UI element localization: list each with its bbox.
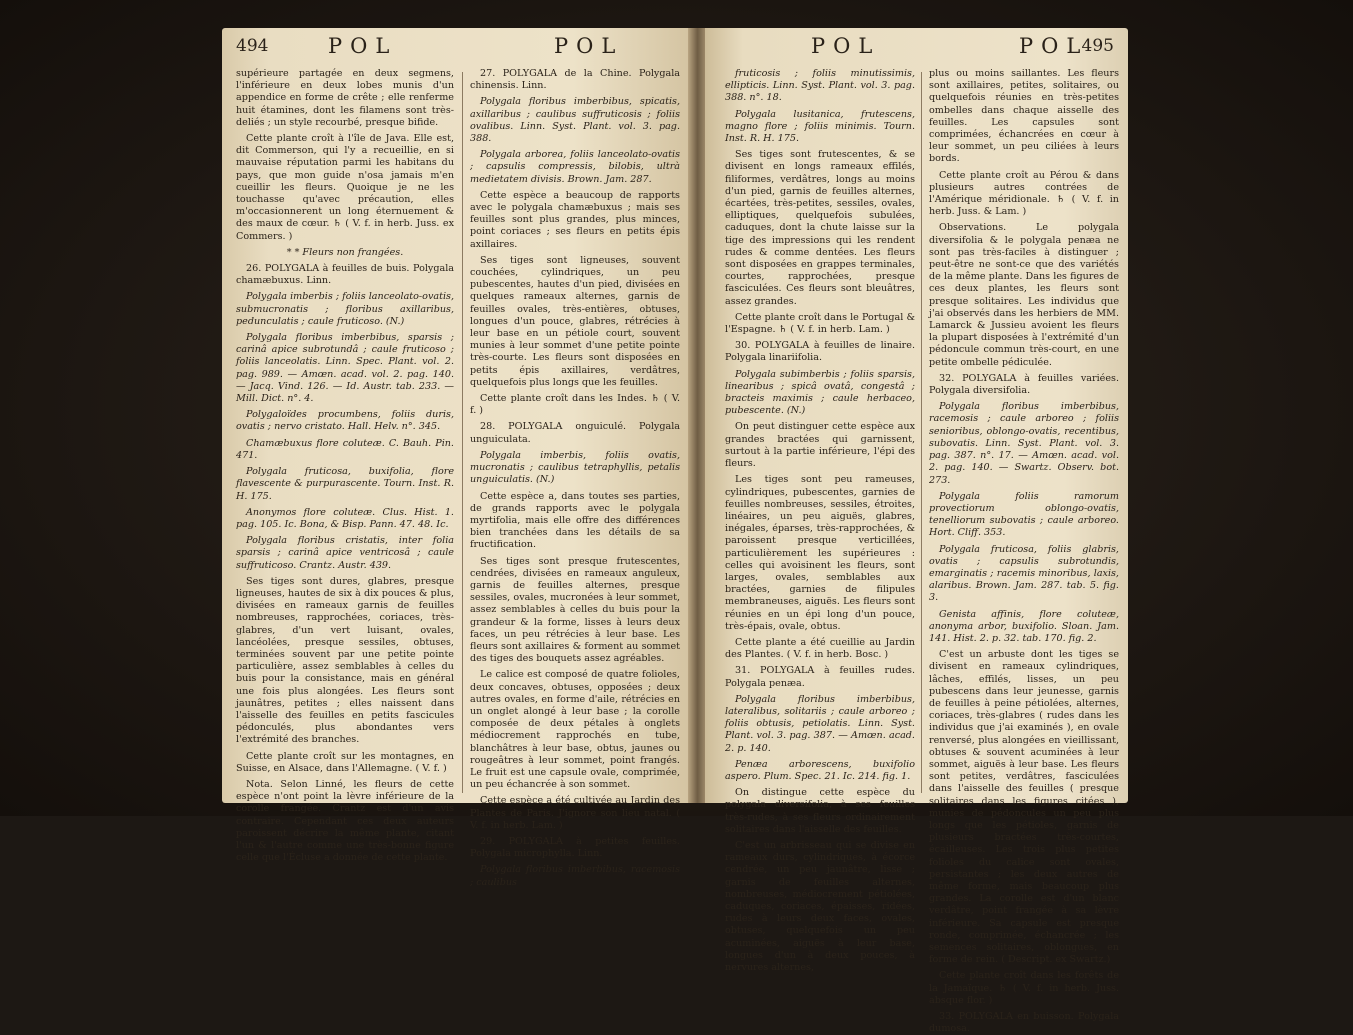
right-page-number: 495 [1081, 36, 1114, 56]
right-head-word-2: POL [1019, 34, 1089, 58]
paragraph: Ses tiges sont ligneuses, souvent couchées, cylindriques, un peu pubescentes, hautes d'un pied, divisées en quelques rameaux alternes, garnis de feuilles ovales, très-entières, obtuses, longues d'un pouce, glabres, rétrécies à leur base en un pétiole court, souvent munies à leur sommet d'une petite pointe très-courte. Les fleurs sont disposées en petits épis axillaires, verdâtres, quelquefois plus longs que les feuilles. [470, 254, 680, 388]
paragraph: Cette plante croît dans les Indes. ♄ ( V. f. ) [470, 393, 680, 417]
paragraph: Polygala fruticosa, buxifolia, flore flavescente & purpurascente. Tourn. Inst. R. H. 175. [236, 466, 454, 502]
paragraph: Polygala subimberbis ; foliis sparsis, linearibus ; spicâ ovatâ, congestâ ; bracteis maximis ; caule herbaceo, pubescente. (N.) [725, 368, 915, 417]
paragraph: Anonymos flore coluteæ. Clus. Hist. 1. pag. 105. Ic. Bona, & Bisp. Pann. 47. 48. Ic. [236, 506, 454, 530]
paragraph: Polygala floribus imberbibus, lateralibus, solitariis ; caule arboreo ; foliis obtusis, petiolatis. Linn. Syst. Plant. vol. 3. pag. 387. — Amœn. acad. 2. p. 140. [725, 693, 915, 754]
paragraph: Polygala floribus cristatis, inter folia sparsis ; carinâ apice ventricosâ ; caule suffruticoso. Crantz. Austr. 439. [236, 535, 454, 571]
left-running-head [236, 34, 676, 64]
paragraph: Le calice est composé de quatre folioles, deux concaves, obtuses, opposées ; deux autres ovales, en forme d'aile, rétrécies en un onglet alongé à leur base ; la corolle composée de deux pétales à onglets médiocrement rapprochés en tube, blanchâtres à leur base, obtus, jaunes ou rougeâtres à leur sommet, point frangés. Le fruit est une capsule ovale, comprimée, un peu échancrée à son sommet. [470, 669, 680, 791]
paragraph: On peut distinguer cette espèce aux grandes bractées qui garnissent, surtout à la partie inférieure, l'épi des fleurs. [725, 421, 915, 470]
paragraph: Polygala lusitanica, frutescens, magno flore ; foliis minimis. Tourn. Inst. R. H. 175. [725, 108, 915, 145]
paragraph: Cette plante croît au Pérou & dans plusieurs autres contrées de l'Amérique méridionale. ♄ ( V. f. in herb. Juss. & Lam. ) [929, 169, 1119, 218]
right-page-column-rule [921, 72, 922, 793]
paragraph: Ses tiges sont dures, glabres, presque ligneuses, hautes de six à dix pouces & plus, divisées en rameaux garnis de feuilles nombreuses, rapprochées, coriaces, très-glabres, d'un vert luisant, ovales, lancéolées, presque sessiles, obtuses, terminées souvent par une petite pointe particulière, assez semblables à celles du buis pour la consistance, mais en général une fois plus alongées. Les fleurs sont jaunâtres, petites ; elles naissent dans l'aisselle des feuilles en petits fascicules pédonculés, plus abondantes vers l'extrémité des branches. [236, 575, 454, 746]
paragraph: 33. POLYGALA en buisson. Polygala dumosa. [929, 1011, 1119, 1035]
paragraph: 32. POLYGALA à feuilles variées. Polygala diversifolia. [929, 372, 1119, 397]
paragraph: Genista affinis, flore coluteæ, anonyma arbor, buxifolio. Sloan. Jam. 141. Hist. 2. p. 32. tab. 170. fig. 2. [929, 608, 1119, 644]
left-head-word-1: POL [328, 34, 398, 58]
paragraph: Polygala floribus imberbibus, racemosis ; caulibus [470, 864, 680, 888]
paragraph: supérieure partagée en deux segmens, l'inférieure en deux lobes munis d'un appendice en forme de crête ; elle renferme huit étamines, dont les filamens sont très-deliés ; un style recourbé, presque bifide. [236, 68, 454, 128]
paragraph: Nota. Selon Linné, les fleurs de cette espèce n'ont point la lèvre inférieure de la corolle frangée. Crantz est d'un avis contraire. Cependant ces deux auteurs paroissent décrire la même plante, citant l'un & l'autre comme une très-bonne figure celle que l'Écluse a donnée de cette plante. [236, 778, 454, 864]
paragraph: Polygala arborea, foliis lanceolato-ovatis ; capsulis compressis, bilobis, ultrà medietatem divisis. Brown. Jam. 287. [470, 149, 680, 185]
paragraph: 29. POLYGALA à petites feuilles. Polygala microphylla. Linn. [470, 835, 680, 860]
left-page-column-2 [470, 68, 680, 888]
paragraph: Polygala floribus imberbibus, spicatis, axillaribus ; caulibus suffruticosis ; foliis ovalibus. Linn. Syst. Plant. vol. 3. pag. 388. [470, 96, 680, 145]
paragraph: Polygala foliis ramorum provectiorum oblongo-ovatis, tenelliorum subovatis ; caule arboreo. Hort. Cliff. 353. [929, 490, 1119, 539]
left-page-number: 494 [236, 36, 269, 56]
right-page-column-2 [929, 68, 1119, 1035]
left-head-word-2: POL [554, 34, 624, 58]
right-running-head [719, 34, 1114, 64]
paragraph: plus ou moins saillantes. Les fleurs sont axillaires, petites, solitaires, ou quelquefois réunies en très-petites ombelles dans chaque aisselle des feuilles. Les capsules sont comprimées, échancrées en cœur à leur sommet, un peu ciliées à leurs bords. [929, 68, 1119, 165]
paragraph: Penæa arborescens, buxifolio aspero. Plum. Spec. 21. Ic. 214. fig. 1. [725, 758, 915, 782]
paragraph: Cette plante croît à l'île de Java. Elle est, dit Commerson, qui l'y a recueillie, en si mauvaise réputation parmi les habitans du pays, que mon guide n'osa jamais m'en cueillir les fleurs. Quoique je ne les touchasse qu'avec précaution, elles m'occasionnerent un long éternuement & des maux de cœur. ♄ ( V. f. in herb. Juss. ex Commers. ) [236, 133, 454, 242]
paragraph: Ses tiges sont presque frutescentes, cendrées, divisées en rameaux anguleux, garnis de feuilles alternes, presque sessiles, ovales, mucronées à leur sommet, assez semblables à celles du buis pour la grandeur & la forme, lisses à leurs deux faces, un peu rétrécies à leur base. Les fleurs sont axillaires & forment au sommet des tiges des bouquets assez agréables. [470, 555, 680, 665]
paragraph: Observations. Le polygala diversifolia & le polygala penæa ne sont pas très-faciles à distinguer ; peut-être ne sont-ce que des variétés de la même plante. Dans les figures de ces deux plantes, les fleurs sont presque solitaires. Les individus que j'ai observés dans les herbiers de MM. Lamarck & Jussieu avoient les fleurs la plupart disposées à l'extrémité d'un pédoncule commun très-court, en une petite ombelle pédiculée. [929, 222, 1119, 368]
paragraph: Cette espèce a beaucoup de rapports avec le polygala chamæbuxus ; mais ses feuilles sont plus grandes, plus minces, point coriaces ; ses fleurs en petits épis axillaires. [470, 189, 680, 250]
paragraph: Les tiges sont peu rameuses, cylindriques, pubescentes, garnies de feuilles nombreuses, sessiles, étroites, linéaires, un peu aiguës, glabres, inégales, éparses, très-rapprochées, & paroissent presque verticillées, particulièrement les supérieures : celles qui avoisinent les fleurs, sont larges, ovales, semblables aux bractées, garnies de filipules membraneuses, aiguës. Les fleurs sont réunies en un épi long d'un pouce, très-épais, ovale, obtus. [725, 474, 915, 632]
paragraph: Cette plante croît dans le Portugal & l'Espagne. ♄ ( V. f. in herb. Lam. ) [725, 311, 915, 336]
paragraph: Cette plante croît sur les montagnes, en Suisse, en Alsace, dans l'Allemagne. ( V. f. ) [236, 750, 454, 774]
paragraph: Polygala imberbis ; foliis lanceolato-ovatis, submucronatis ; floribus axillaribus, pedunculatis ; caule fruticoso. (N.) [236, 291, 454, 327]
paragraph: Ses tiges sont frutescentes, & se divisent en longs rameaux effilés, filiformes, verdâtres, longs au moins d'un pied, garnis de feuilles alternes, écartées, très-petites, sessiles, ovales, elliptiques, quelquefois subulées, caduques, dont la chute laisse sur la tige des impressions qui les rendent rudes & comme dentées. Les fleurs sont disposées en grappes terminales, courtes, rapprochées, presque fasciculées. Ces fleurs sont bleuâtres, assez grandes. [725, 149, 915, 307]
paragraph: Polygala floribus imberbibus, sparsis ; carinâ apice subrotundâ ; caule fruticoso ; foliis lanceolatis. Linn. Spec. Plant. vol. 2. pag. 989. — Amœn. acad. vol. 2. pag. 140. — Jacq. Vind. 126. — Id. Austr. tab. 233. — Mill. Dict. n°. 4. [236, 332, 454, 405]
paragraph: C'est un arbrisseau qui se divise en rameaux durs, cylindriques, à écorce cendrée, un peu jaunâtre, lisse ; garnis de feuilles alternes, nombreuses, médiocrement pétiolées, caduques, coriaces, épaisses, ridées, rudes à leurs deux faces, ovales, obtuses, quelquefois un peu acuminées, aiguës à leur base, longues d'un à deux pouces, à nervures alternes, [725, 839, 915, 974]
paragraph: 30. POLYGALA à feuilles de linaire. Polygala linariifolia. [725, 340, 915, 364]
paragraph: Chamæbuxus flore coluteæ. C. Bauh. Pin. 471. [236, 437, 454, 461]
paragraph: 26. POLYGALA à feuilles de buis. Polygala chamæbuxus. Linn. [236, 263, 454, 287]
left-page-column-1 [236, 68, 454, 864]
paragraph: Cette espèce a, dans toutes ses parties, de grands rapports avec le polygala myrtifolia, mais elle offre des différences bien tranchées dans les détails de sa fructification. [470, 490, 680, 551]
right-head-word-1: POL [811, 34, 881, 58]
paragraph: 28. POLYGALA onguiculé. Polygala unguiculata. [470, 421, 680, 445]
paragraph: Cette espèce a été cultivée au Jardin des Plantes de Paris. J'ignore son lieu natal. ( V. f. in herb. Lam. ) [470, 795, 680, 831]
paragraph: Cette plante croît dans les forêts de la Jamaïque. ♄ ( V. f. in herb. Juss. absque flor. ) [929, 970, 1119, 1006]
paragraph: fruticosis ; foliis minutissimis, ellipticis. Linn. Syst. Plant. vol. 3. pag. 388. n°. 18. [725, 68, 915, 104]
paragraph: Polygaloïdes procumbens, foliis duris, ovatis ; nervo cristato. Hall. Helv. n°. 345. [236, 409, 454, 433]
paragraph: 31. POLYGALA à feuilles rudes. Polygala penæa. [725, 665, 915, 689]
left-page [222, 28, 690, 888]
paragraph: 27. POLYGALA de la Chine. Polygala chinensis. Linn. [470, 68, 680, 92]
left-page-column-rule [462, 72, 463, 793]
paragraph: Polygala imberbis, foliis ovatis, mucronatis ; caulibus tetraphyllis, petalis unguiculatis. (N.) [470, 449, 680, 486]
paragraph: C'est un arbuste dont les tiges se divisent en rameaux cylindriques, lâches, effilés, lisses, un peu pubescens dans leur jeunesse, garnis de feuilles à peine pétiolées, alternes, coriaces, très-glabres ( rudes dans les individus que j'ai examinés ), en ovale renversé, plus alongées en vieillissant, obtuses & souvent acuminées à leur sommet, aiguës à leur base. Les fleurs sont petites, verdâtres, fasciculées dans l'aisselle des feuilles ( presque solitaires dans les figures citées ), munies de pédoncules un peu plus longs que les pétioles, garnis de plusieurs bractées très-courtes, écailleuses. Les trois plus petites folioles du calice sont ovales, persistantes ; les deux autres de même forme, mais beaucoup plus grandes. La corolle est d'un blanc verdâtre, point frangée à sa lèvre inférieure. Sa capsule est presque ronde, comprimée, échancrée ; les semences solitaires, oblongues, en forme de rein. ( Descript. ex Swartz.) [929, 649, 1119, 966]
paragraph: * * Fleurs non frangées. [286, 246, 404, 258]
paragraph: Cette plante a été cueillie au Jardin des Plantes. ( V. f. in herb. Bosc. ) [725, 636, 915, 661]
right-page-column-1 [725, 68, 915, 974]
paragraph: Polygala fruticosa, foliis glabris, ovatis ; capsulis subrotundis, emarginatis ; racemis minoribus, laxis, alaribus. Brown. Jam. 287. tab. 5. fig. 3. [929, 543, 1119, 604]
right-page [705, 28, 1128, 1035]
paragraph: Polygala floribus imberbibus, racemosis ; caule arboreo ; foliis senioribus, oblongo-ovatis, recentibus, subovatis. Linn. Syst. Plant. vol. 3. pag. 387. n°. 17. — Amœn. acad. vol. 2. pag. 140. — Swartz. Observ. bot. 273. [929, 401, 1119, 486]
paragraph: On distingue cette espèce du polygala diversifolia, à ses feuilles très-rudes, à ses fleurs ordinairement solitaires dans l'aisselle des feuilles. [725, 787, 915, 835]
